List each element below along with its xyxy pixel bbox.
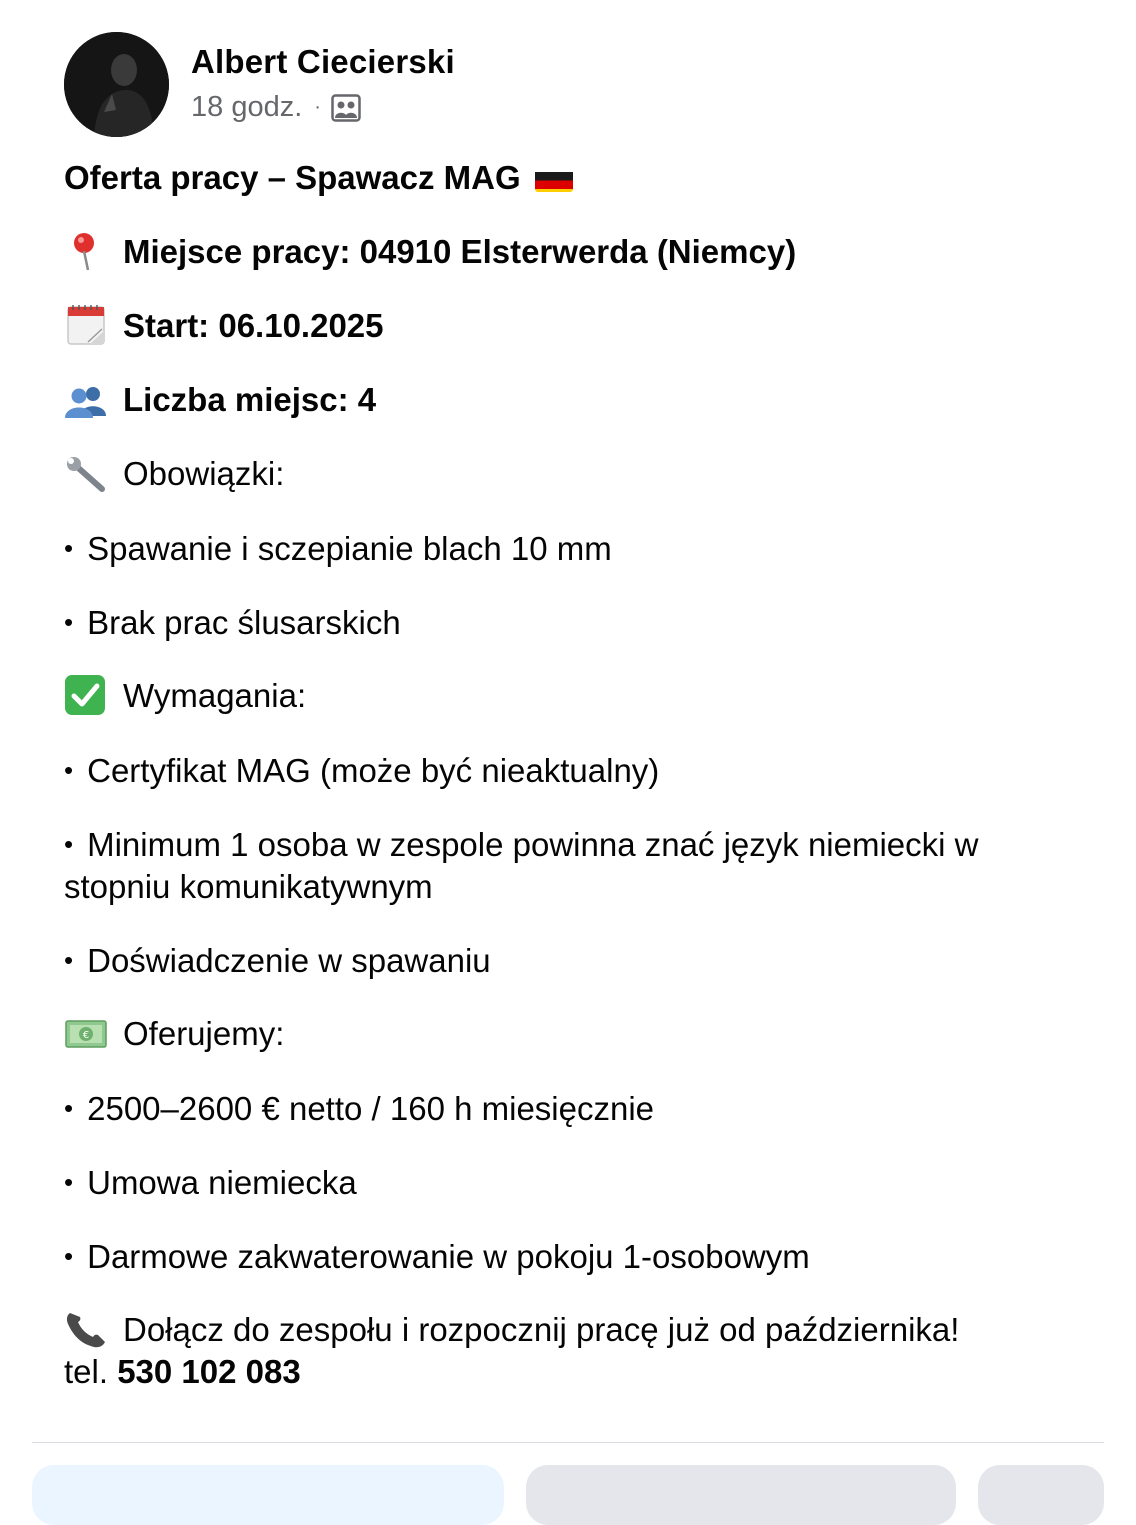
bullet: • <box>64 607 74 637</box>
duty-item <box>64 601 401 644</box>
bullet: • <box>64 755 74 785</box>
requirements-header-line <box>64 675 306 717</box>
bullet: • <box>64 1241 74 1271</box>
start-text: Start: 06.10.2025 <box>123 307 384 344</box>
location-text: Miejsce pracy: 04910 Elsterwerda (Niemcy) <box>123 233 797 270</box>
offer-header: Oferujemy: <box>123 1015 285 1052</box>
requirement-text: Doświadczenie w spawaniu <box>87 942 491 979</box>
offer-text: Umowa niemiecka <box>87 1164 357 1201</box>
offer-item <box>64 1161 357 1204</box>
requirement-item <box>64 939 491 982</box>
requirement-item <box>64 749 659 792</box>
phone-label: tel. <box>64 1353 109 1390</box>
start-line <box>64 305 384 347</box>
offer-text: 2500–2600 € netto / 160 h miesięcznie <box>87 1090 655 1127</box>
people-icon <box>64 379 108 419</box>
duties-header-line <box>64 453 284 495</box>
bullet: • <box>64 829 74 859</box>
requirement-text: Certyfikat MAG (może być nieaktualny) <box>87 752 660 789</box>
bullet: • <box>64 1167 74 1197</box>
location-line <box>64 231 796 273</box>
post-title-line <box>64 157 573 199</box>
germany-flag-icon <box>535 166 573 192</box>
pin-icon <box>64 231 108 271</box>
bullet: • <box>64 1093 74 1123</box>
requirement-item <box>64 823 1074 908</box>
phone-icon <box>64 1309 108 1349</box>
avatar[interactable] <box>64 32 169 137</box>
offer-item <box>64 1235 810 1278</box>
group-icon[interactable] <box>331 94 361 122</box>
bullet: • <box>64 945 74 975</box>
phone-number[interactable]: 530 102 083 <box>117 1353 301 1390</box>
offer-text: Darmowe zakwaterowanie w pokoju 1-osobowym <box>87 1238 810 1275</box>
requirements-header: Wymagania: <box>123 677 307 714</box>
cta-text: Dołącz do zespołu i rozpocznij pracę już od października! <box>123 1311 960 1348</box>
divider <box>32 1442 1104 1443</box>
cta-line <box>64 1309 959 1351</box>
offer-item <box>64 1087 654 1130</box>
post-title: Oferta pracy – Spawacz MAG <box>64 159 521 196</box>
meta-separator: · <box>314 96 321 118</box>
action-button-primary[interactable] <box>32 1465 504 1525</box>
bullet: • <box>64 533 74 563</box>
author-name[interactable]: Albert Ciecierski <box>191 43 455 80</box>
duties-header: Obowiązki: <box>123 455 285 492</box>
money-icon <box>64 1013 108 1053</box>
post-time[interactable]: 18 godz. <box>191 91 303 123</box>
seats-text: Liczba miejsc: 4 <box>123 381 377 418</box>
duty-item <box>64 527 612 570</box>
svg-text:€: € <box>82 1030 90 1041</box>
seats-line <box>64 379 376 421</box>
phone-line <box>64 1351 301 1393</box>
check-icon <box>64 675 108 715</box>
duty-text: Spawanie i sczepianie blach 10 mm <box>87 530 612 567</box>
post-meta <box>191 91 361 124</box>
action-button-secondary[interactable] <box>526 1465 956 1525</box>
requirement-text: Minimum 1 osoba w zespole powinna znać język niemiecki w stopniu komunikatywnym <box>64 826 979 905</box>
wrench-icon <box>64 453 108 493</box>
duty-text: Brak prac ślusarskich <box>87 604 401 641</box>
action-button-more[interactable] <box>978 1465 1104 1525</box>
offer-header-line <box>64 1013 284 1055</box>
calendar-icon <box>64 305 108 345</box>
